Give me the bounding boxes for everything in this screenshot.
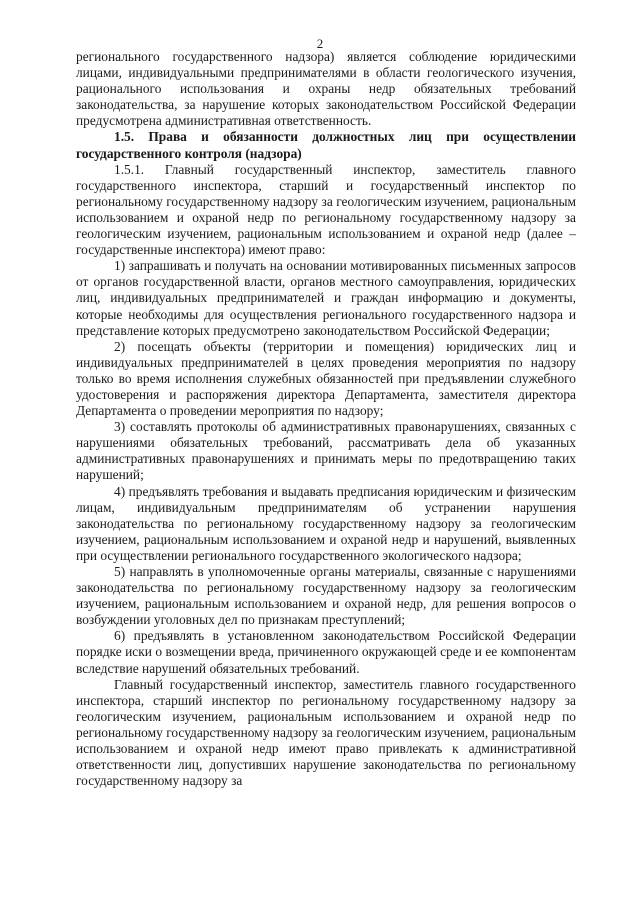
page-number: 2 (316, 36, 324, 51)
right-item-5: 5) направлять в уполномоченные органы материалы, связанные с нарушениями законодательства по региональному государственному надзору за геологическим изучением, рациональным использованием и охраной недр, для решения вопросов о возбуждении уголовных дел по признакам преступлений; (76, 564, 576, 628)
right-item-2: 2) посещать объекты (территории и помещения) юридических лиц и индивидуальных предпринимателей в целях проведения мероприятия по надзору только во время исполнения служебных обязанностей при предъявлении служебного удостоверения и распоряжения директора Департамента, заместителя директора Департамента о проведении мероприятия по надзору; (76, 338, 576, 419)
intro-paragraph: регионального государственного надзора) является соблюдение юридическими лицами, индивидуальными предпринимателями в области геологического изучения, рационального использования и охраны недр обязательных требований законодательства, за нарушение которых законодательством Российской Федерации предусмотрена административная ответственность. (76, 49, 576, 129)
document-body (76, 49, 576, 789)
right-item-1: 1) запрашивать и получать на основании мотивированных письменных запросов от органов государственной власти, органов местного самоуправления, юридических лиц, индивидуальных предпринимателей и граждан информацию и документы, которые необходимы для осуществления регионального государственного надзора и представление которых предусмотрено законодательством Российской Федерации; (76, 258, 576, 338)
closing-paragraph: Главный государственный инспектор, заместитель главного государственного инспектора, старший инспектор по региональному государственному надзору за геологическим изучением, рациональным использованием и охраной недр по региональному государственному надзору за геологическим изучением, рациональным использованием и охраной недр имеют право привлекать к административной ответственности лиц, допустивших нарушение законодательства по региональному государственному надзору за (76, 676, 576, 789)
right-item-4: 4) предъявлять требования и выдавать предписания юридическим и физическим лицам, индивидуальным предпринимателям об устранении нарушения законодательства по региональному государственному надзору за геологическим изучением, рациональным использованием и охраной недр и нарушений, выявленных при осуществлении регионального государственного экологического надзора; (76, 483, 576, 563)
right-item-3: 3) составлять протоколы об административных правонарушениях, связанных с нарушениями обязательных требований, рассматривать дела об указанных административных правонарушениях и принимать меры по предотвращению таких нарушений; (76, 419, 576, 483)
section-heading: 1.5. Права и обязанности должностных лиц при осуществлении государственного контроля (надзора) (76, 129, 576, 161)
paragraph-1-5-1: 1.5.1. Главный государственный инспектор, заместитель главного государственного инспектора, старший и государственный инспектор по региональному государственному надзору за геологическим изучением, рациональным использованием и охраной недр по региональному государственному надзору за геологическим изучением, рациональным использованием и охраной недр (далее – государственные инспектора) имеют право: (76, 161, 576, 258)
right-item-6: 6) предъявлять в установленном законодательством Российской Федерации порядке иски о возмещении вреда, причиненного окружающей среде и ее компонентам вследствие нарушений обязательных требований. (76, 628, 576, 676)
